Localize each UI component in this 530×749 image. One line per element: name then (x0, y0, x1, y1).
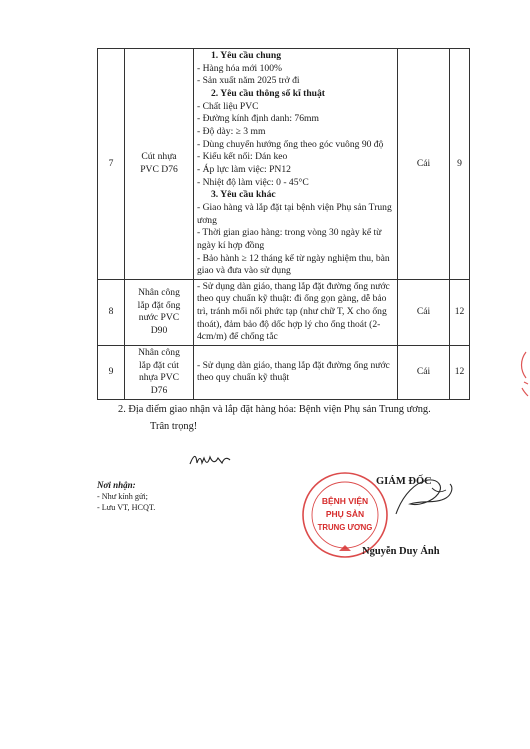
row-item-name (125, 279, 194, 345)
table-row (98, 279, 470, 345)
recipients-title: Nơi nhận: (97, 480, 136, 490)
spec-item: - Giao hàng và lắp đặt tại bệnh viện Phụ sản Trung ương (197, 201, 392, 226)
spec-item: - Chất liệu PVC (197, 100, 259, 112)
row-stt: 9 (98, 346, 125, 400)
closing-text: Trân trọng! (150, 421, 198, 432)
row-spec: - Sử dụng dàn giáo, thang lắp đặt đường ống nước theo quy chuẩn kỹ thuật: đi ống gọn gàng, dễ bảo trì, tránh mối nối phức tạp (như chữ T, X cho ống thoát), đảm bảo độ dốc hợp lý cho ống thoát (2-4cm/m) để chống tắc (194, 279, 398, 345)
item-name-line: PVC D76 (140, 163, 178, 175)
spec-item: - Sản xuất năm 2025 trở đi (197, 75, 300, 87)
item-name-line: D90 (150, 325, 168, 337)
spec-item: - Kiểu kết nối: Dán keo (197, 151, 288, 163)
item-name-line: Cút nhựa (141, 151, 177, 163)
section-heading: 2. Yêu cầu thông số kĩ thuật (211, 87, 325, 99)
spec-item: - Nhiệt độ làm việc: 0 - 45°C (197, 176, 309, 188)
item-name-line: Nhân công (138, 287, 180, 299)
spec-item: - Áp lực làm việc: PN12 (197, 163, 291, 175)
item-name-line: lắp đặt ống (137, 299, 181, 311)
item-name-line: nhựa PVC (138, 372, 180, 384)
section-heading: 3. Yêu cầu khác (211, 189, 276, 201)
stamp-line-1: BỆNH VIỆN (321, 496, 369, 506)
row-spec: - Sử dụng dàn giáo, thang lắp đặt đường ống nước theo quy chuẩn kỹ thuật (194, 346, 398, 400)
stamp-line-3: TRUNG ƯƠNG (317, 523, 373, 532)
row-unit: Cái (398, 346, 450, 400)
table-row (98, 346, 470, 400)
spec-item: - Thời gian giao hàng: trong vòng 30 ngày kể từ ngày kí hợp đồng (197, 227, 382, 251)
spec-item: - Dùng chuyển hướng ống theo góc vuông 90 độ (197, 138, 384, 150)
recipient-item: - Lưu VT, HCQT. (97, 503, 156, 512)
row-stt: 8 (98, 279, 125, 345)
item-name-line: nước PVC (138, 312, 180, 324)
item-name-line: Nhân công (138, 347, 180, 359)
signer-name: Nguyễn Duy Ánh (362, 546, 440, 557)
delivery-location-note: 2. Địa điểm giao nhận và lắp đặt hàng hóa: Bệnh viện Phụ sản Trung ương. (118, 404, 431, 415)
row-stt: 7 (98, 49, 125, 280)
row-unit: Cái (398, 49, 450, 280)
row-spec (194, 49, 398, 280)
table-row (98, 49, 470, 280)
item-name-line: lắp đặt cút (139, 359, 179, 371)
spec-table (97, 48, 470, 400)
spec-item: - Hàng hóa mới 100% (197, 62, 283, 74)
spec-item: - Bảo hành ≥ 12 tháng kể từ ngày nghiệm thu, bàn giao và đưa vào sử dụng (197, 252, 390, 277)
edge-stamp-fragment (512, 350, 530, 400)
row-unit: Cái (398, 279, 450, 345)
row-qty: 12 (450, 279, 470, 345)
recipient-item: - Như kính gửi; (97, 492, 148, 501)
section-heading: 1. Yêu cầu chung (211, 50, 282, 61)
row-qty: 12 (450, 346, 470, 400)
row-qty: 9 (450, 49, 470, 280)
spec-item: - Đường kính định danh: 76mm (197, 113, 319, 125)
row-item-name (125, 49, 194, 280)
director-signature (388, 474, 458, 534)
item-name-line: D76 (150, 385, 168, 397)
stamp-line-2: PHỤ SẢN (325, 509, 365, 519)
row-item-name (125, 346, 194, 400)
initials-signature (188, 452, 232, 468)
director-title: GIÁM ĐỐC (376, 476, 432, 487)
spec-item: - Độ dày: ≥ 3 mm (197, 125, 266, 137)
